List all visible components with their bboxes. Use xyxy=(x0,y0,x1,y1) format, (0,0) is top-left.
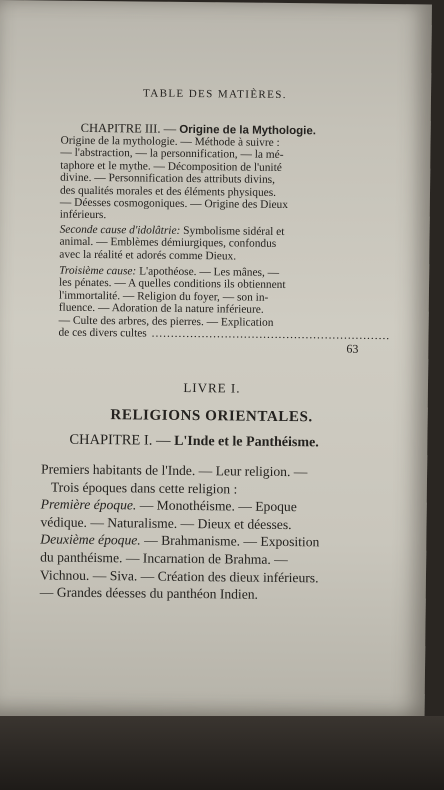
text-line: l'immortalité. — Religion du foyer, — son in- xyxy=(58,289,269,304)
chapter-1-heading xyxy=(69,432,319,452)
text-line: divine. — Personnification des attributs divins, xyxy=(60,171,276,187)
paragraph-lead: Première époque. xyxy=(40,496,137,513)
text-line: taphore et le mythe. — Décomposition de l'unité xyxy=(60,159,282,174)
text-line: — l'abstraction, — la personnification, — la mé- xyxy=(60,147,284,162)
text-line: fluence. — Adoration de la nature inférieure. xyxy=(58,301,264,316)
text-line: Premiers habitants de l'Inde. — Leur religion. — xyxy=(41,461,308,480)
text-line: Origine de la mythologie. — Méthode à suivre : xyxy=(60,134,280,149)
section-title: RELIGIONS ORIENTALES. xyxy=(110,407,313,426)
running-head: TABLE DES MATIÈRES. xyxy=(142,87,288,102)
text-line: du panthéisme. — Incarnation de Brahma. — xyxy=(40,549,288,568)
leader-dots: .............................................................. xyxy=(151,327,391,343)
paragraph-text: — Brahmanisme. — Exposition xyxy=(140,532,320,550)
paragraph-lead: Troisième cause: xyxy=(59,264,137,278)
text-line: des qualités morales et des éléments physiques. xyxy=(59,184,277,199)
paragraph-text: L'apothéose. — Les mânes, — xyxy=(136,265,280,279)
text-line: les pénates. — A quelles conditions ils obtiennent xyxy=(58,277,286,292)
book-heading: LIVRE I. xyxy=(183,379,241,396)
text-line: — Déesses cosmogoniques. — Origine des Dieux xyxy=(59,196,289,212)
chapter-1-summary xyxy=(40,460,361,604)
text-line: védique. — Naturalisme. — Dieux et déesses. xyxy=(40,514,292,532)
chapter-1-title: L'Inde et le Panthéisme. xyxy=(174,433,319,451)
text-line: — Culte des arbres, des pierres. — Explication xyxy=(58,314,274,329)
text-line: avec la réalité et adorés comme Dieux. xyxy=(59,248,237,263)
chapter-3-paragraph-1 xyxy=(60,135,351,225)
paragraph-lead: Deuxième époque. xyxy=(40,531,141,548)
text-line: Trois époques dans cette religion : xyxy=(50,479,238,497)
chapter-3-paragraph-3 xyxy=(58,264,391,343)
paragraph-text: — Monothéisme. — Epoque xyxy=(136,497,297,515)
background-shadow xyxy=(0,716,444,790)
toc-entry-line xyxy=(58,326,391,343)
chapter-1-label: CHAPITRE I. — xyxy=(69,431,171,449)
page-number: 63 xyxy=(346,341,359,356)
paragraph-lead: Seconde cause d'idolâtrie: xyxy=(59,223,181,237)
chapter-3-title: Origine de la Mythologie. xyxy=(179,123,317,138)
text-line: Vichnou. — Siva. — Création des dieux inférieurs. xyxy=(39,567,319,585)
text-line: de ces divers cultes xyxy=(58,326,147,340)
chapter-3-paragraph-2 xyxy=(59,224,349,264)
chapter-3-label: CHAPITRE III. — xyxy=(80,120,177,136)
paragraph-text: Symbolisme sidéral et xyxy=(180,224,285,238)
text-line: animal. — Emblèmes démiurgiques, confondus xyxy=(59,236,277,251)
text-line: inférieurs. xyxy=(59,209,107,222)
text-line: — Grandes déesses du panthéon Indien. xyxy=(39,584,259,602)
